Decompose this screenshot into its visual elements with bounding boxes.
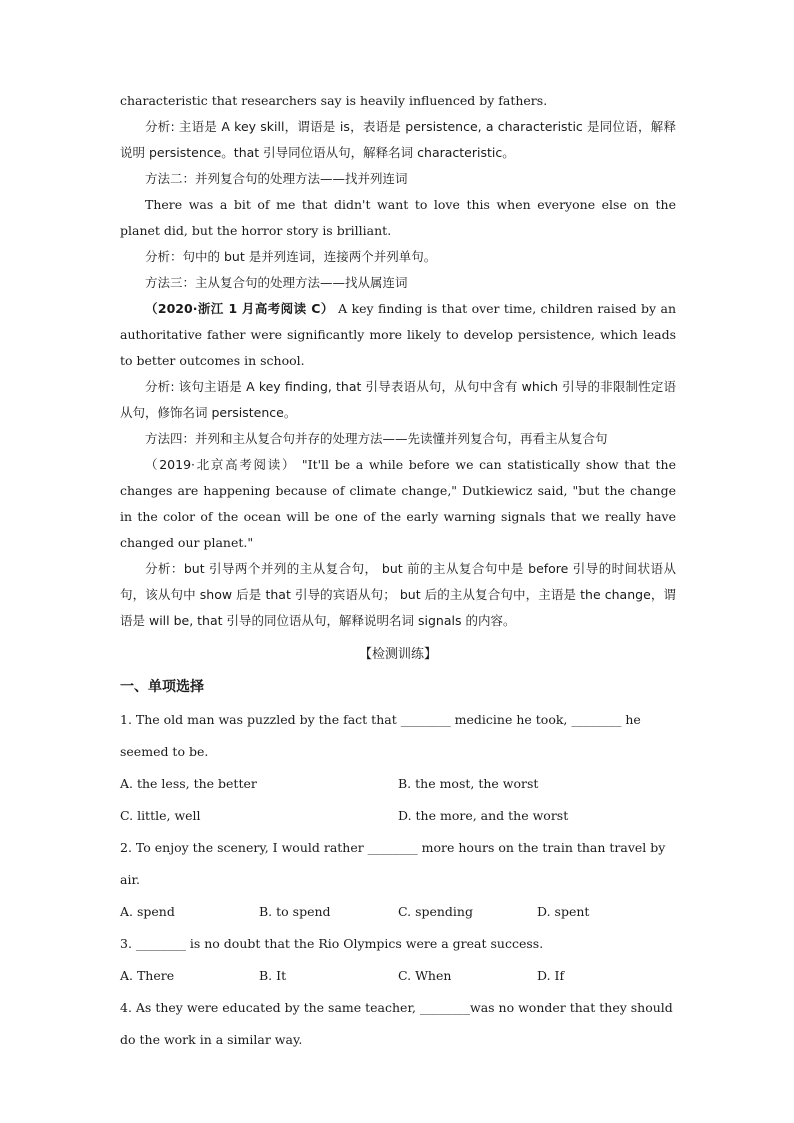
method-heading: 方法四：并列和主从复合句并存的处理方法——先读懂并列复合句，再看主从复合句	[145, 431, 608, 446]
option-row	[120, 960, 676, 992]
document-page	[120, 88, 676, 1056]
option: C. little, well	[120, 808, 201, 823]
option: B. the most, the worst	[398, 776, 539, 791]
training-title: 【检测训练】	[358, 647, 437, 662]
question-stem: 4. As they were educated by the same teacher, ________was no wonder that they should do the work in a similar way.	[120, 1000, 673, 1047]
section-title: 一、单项选择	[120, 679, 204, 695]
option: A. the less, the better	[120, 776, 257, 791]
example-sentence	[120, 296, 676, 374]
analysis-paragraph: 分析: 该句主语是 A key finding, that 引导表语从句，从句中含有 which 引导的非限制性定语从句，修饰名词 persistence。	[120, 379, 676, 420]
option: A. There	[120, 968, 175, 983]
option: A. spend	[120, 904, 175, 919]
option: B. to spend	[259, 904, 331, 919]
option: D. spent	[537, 904, 590, 919]
example-sentence: There was a bit of me that didn't want to love this when everyone else on the planet did, but the horror story is brilliant.	[120, 197, 676, 238]
question-stem: 3. ________ is no doubt that the Rio Olympics were a great success.	[120, 936, 544, 951]
question-stem: 2. To enjoy the scenery, I would rather ________ more hours on the train than travel by air.	[120, 840, 666, 887]
method-heading: 方法二：并列复合句的处理方法——找并列连词	[145, 171, 408, 186]
option: C. spending	[398, 904, 473, 919]
example-sentence	[120, 452, 676, 556]
method-heading: 方法三：主从复合句的处理方法——找从属连词	[145, 275, 408, 290]
option: D. the more, and the worst	[398, 808, 569, 823]
analysis-paragraph: 分析：but 引导两个并列的主从复合句， but 前的主从复合句中是 before 引导的时间状语从句，该从句中 show 后是 that 引导的宾语从句； but 后的主从复合句中，主语是 the change，谓语是 will be, that 引导的同位语从句，解释说明名词 signals 的内容。	[120, 561, 676, 628]
option-row	[120, 768, 676, 800]
text-line: characteristic that researchers say is heavily influenced by fathers.	[120, 93, 548, 108]
option: D. If	[537, 968, 565, 983]
analysis-paragraph: 分析: 主语是 A key skill，谓语是 is，表语是 persistence, a characteristic 是同位语，解释说明 persistence。that 引导同位语从句，解释名词 characteristic。	[120, 119, 676, 160]
option-row	[120, 896, 676, 928]
question-stem: 1. The old man was puzzled by the fact that ________ medicine he took, ________ he seemed to be.	[120, 712, 641, 759]
option: B. It	[259, 968, 287, 983]
source-tag: （2019·北京高考阅读）	[145, 457, 297, 472]
option-row	[120, 800, 676, 832]
option: C. When	[398, 968, 452, 983]
source-tag: （2020·浙江 1 月高考阅读 C）	[145, 301, 334, 316]
example-text: "It'll be a while before we can statistically show that the changes are happening because of climate change," Dutkiewicz said, "but the change in the color of the ocean will be one of the early warning signals that we really have changed our planet."	[120, 457, 676, 550]
analysis-paragraph: 分析：句中的 but 是并列连词，连接两个并列单句。	[145, 249, 437, 264]
example-text: A key finding is that over time, children raised by an authoritative father were significantly more likely to develop persistence, which leads to better outcomes in school.	[120, 301, 676, 368]
